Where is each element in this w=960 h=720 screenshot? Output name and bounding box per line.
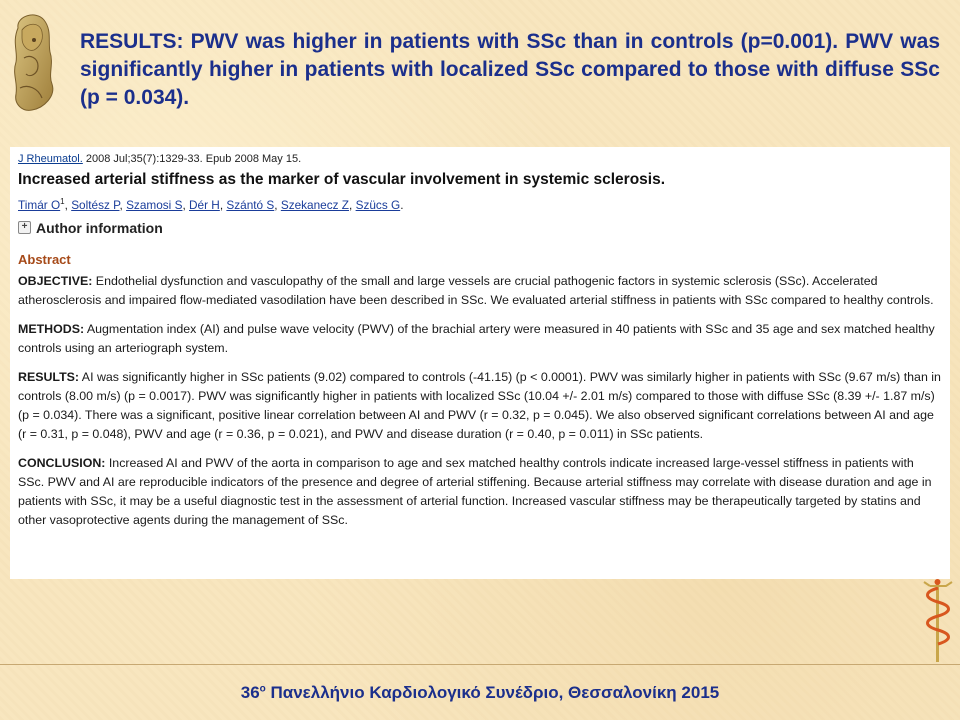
abstract-objective (18, 272, 942, 310)
section-label: METHODS: (18, 321, 85, 336)
abstract-conclusion (18, 454, 942, 530)
conference-footer (0, 683, 960, 703)
slide-title: RESULTS: PWV was higher in patients with SSc than in controls (p=0.001). PWV was significantly higher in patients with localized SSc compared to those with diffuse SSc (p = 0.034). (80, 30, 940, 109)
abstract-results (18, 368, 942, 444)
author-link[interactable]: Szekanecz Z (280, 197, 350, 212)
footer-text: Πανελλήνιο Καρδιολογικό Συνέδριο, Θεσσαλονίκη 2015 (265, 683, 720, 702)
section-label: RESULTS: (18, 369, 80, 384)
paper-title: Increased arterial stiffness as the marker of vascular involvement in systemic sclerosis. (18, 171, 666, 188)
section-text: Increased AI and PWV of the aorta in comparison to age and sex matched healthy controls indicate increased large-vessel stiffness in patients with SSc. PWV and AI are reproducible indicators of the presence and degree of arterial stiffening. Because arterial stiffness may correlate with disease duration and age in patients with SSc, it may be a useful diagnostic test in the assessment of arterial function. Increased vascular stiffness may be therapeutically targeted by statins and other vasoprotective agents during the management of SSc. (18, 455, 932, 527)
expand-plus-icon[interactable]: + (18, 221, 31, 234)
author-information-toggle[interactable] (18, 220, 942, 236)
section-label: OBJECTIVE: (18, 273, 93, 288)
caduceus-icon (918, 578, 958, 664)
author-link[interactable]: Szántó S (226, 197, 275, 212)
athena-head-icon (4, 8, 62, 118)
author-link[interactable]: Timár O (18, 197, 61, 212)
section-text: Augmentation index (AI) and pulse wave velocity (PWV) of the brachial artery were measured in 40 patients with SSc and 35 age and sex matched healthy controls using an arteriograph system. (18, 321, 935, 355)
author-information-label: Author information (36, 219, 163, 236)
abstract-panel (10, 147, 950, 579)
citation (18, 153, 942, 165)
abstract-methods (18, 320, 942, 358)
author-link[interactable]: Dér H (189, 197, 220, 212)
author-link[interactable]: Soltész P (71, 197, 120, 212)
footer-superscript: o (259, 683, 266, 695)
author-affiliation-mark: 1 (60, 197, 65, 206)
footer-ordinal: 36 (240, 683, 260, 702)
abstract-heading: Abstract (18, 251, 71, 267)
author-list: Timár $O^1$, Soltész P, Szamosi S, Dér H, Szántó S, Szekanecz Z, Szücs G. (18, 197, 404, 212)
section-text: Endothelial dysfunction and vasculopathy of the small and large vessels are crucial pathogenic factors in systemic sclerosis (SSc). Accelerated atherosclerosis and impaired flow-mediated vasodilation have been described in SSc. We evaluated arterial stiffness in patients with SSc compared to healthy controls. (18, 273, 934, 307)
author-link[interactable]: Szamosi S (126, 197, 183, 212)
author-link[interactable]: Szücs G (355, 197, 401, 212)
citation-details: 2008 Jul;35(7):1329-33. Epub 2008 May 15. (82, 153, 302, 165)
footer-divider (0, 664, 960, 665)
section-label: CONCLUSION: (18, 455, 106, 470)
journal-link[interactable]: J Rheumatol. (18, 153, 83, 165)
section-text: AI was significantly higher in SSc patients (9.02) compared to controls (-41.15) (p < 0.0001). PWV was similarly higher in patients with SSc (9.67 m/s) than in controls (8.00 m/s) (p = 0.0017). PWV was significantly higher in patients with localized SSc (10.04 +/- 2.01 m/s) compared to those with diffuse SSc (8.39 +/- 1.87 m/s) (p = 0.034). There was a significant, positive linear correlation between AI and PWV (r = 0.32, p = 0.045). We also observed significant correlations between AI and age (r = 0.31, p = 0.048), PWV and age (r = 0.36, p = 0.021), and PWV and disease duration (r = 0.40, p = 0.011) in SSc patients. (18, 369, 941, 441)
